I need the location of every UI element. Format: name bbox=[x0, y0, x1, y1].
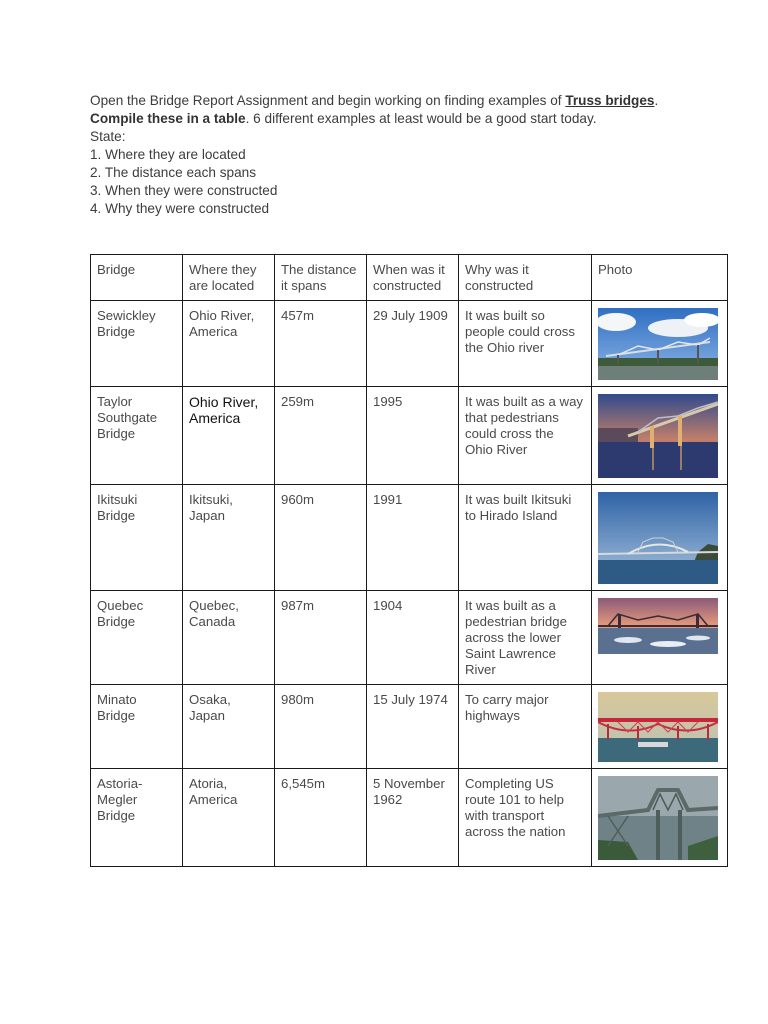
table-header-row bbox=[91, 255, 728, 301]
cell-constructed: 5 November 1962 bbox=[367, 769, 459, 867]
cell-constructed: 15 July 1974 bbox=[367, 685, 459, 769]
cell-reason: It was built Ikitsuki to Hirado Island bbox=[459, 485, 592, 591]
cell-bridge: Quebec Bridge bbox=[91, 591, 183, 685]
header-photo: Photo bbox=[592, 255, 728, 301]
cell-bridge: Minato Bridge bbox=[91, 685, 183, 769]
instruction-bold-text: Compile these in a table bbox=[90, 111, 246, 126]
cell-reason: It was built as a way that pedestrians could cross the Ohio River bbox=[459, 387, 592, 485]
header-constructed: When was it constructed bbox=[367, 255, 459, 301]
cell-distance: 259m bbox=[275, 387, 367, 485]
cell-reason: It was built as a pedestrian bridge across the lower Saint Lawrence River bbox=[459, 591, 592, 685]
quebec-bridge-photo bbox=[598, 598, 718, 654]
cell-location: Atoria, America bbox=[183, 769, 275, 867]
instruction-period: . bbox=[654, 93, 659, 108]
cell-photo bbox=[592, 301, 728, 387]
table-row bbox=[91, 485, 728, 591]
taylor-southgate-bridge-photo bbox=[598, 394, 718, 478]
instruction-text: Open the Bridge Report Assignment and begin working on finding examples of bbox=[90, 93, 566, 108]
state-label: State: bbox=[90, 129, 126, 144]
cell-photo bbox=[592, 387, 728, 485]
cell-constructed: 1995 bbox=[367, 387, 459, 485]
header-reason: Why was it constructed bbox=[459, 255, 592, 301]
header-distance: The distance it spans bbox=[275, 255, 367, 301]
cell-distance: 457m bbox=[275, 301, 367, 387]
cell-distance: 980m bbox=[275, 685, 367, 769]
header-location: Where they are located bbox=[183, 255, 275, 301]
cell-location: Ikitsuki, Japan bbox=[183, 485, 275, 591]
cell-reason: It was built so people could cross the Ohio river bbox=[459, 301, 592, 387]
cell-location: Quebec, Canada bbox=[183, 591, 275, 685]
sewickley-bridge-photo bbox=[598, 308, 718, 380]
cell-distance: 987m bbox=[275, 591, 367, 685]
cell-constructed: 1991 bbox=[367, 485, 459, 591]
cell-bridge: Taylor Southgate Bridge bbox=[91, 387, 183, 485]
requirement-item: 1. Where they are located bbox=[90, 147, 246, 162]
table-row bbox=[91, 591, 728, 685]
instruction-line-2 bbox=[90, 110, 730, 128]
header-bridge: Bridge bbox=[91, 255, 183, 301]
cell-constructed: 29 July 1909 bbox=[367, 301, 459, 387]
assignment-instructions bbox=[90, 92, 730, 218]
cell-distance: 6,545m bbox=[275, 769, 367, 867]
cell-bridge: Ikitsuki Bridge bbox=[91, 485, 183, 591]
bridge-table bbox=[90, 254, 728, 867]
truss-bridges-link[interactable]: Truss bridges bbox=[565, 93, 655, 108]
requirement-item: 4. Why they were constructed bbox=[90, 201, 270, 216]
requirement-item: 3. When they were constructed bbox=[90, 183, 278, 198]
table-row bbox=[91, 685, 728, 769]
cell-location: Osaka, Japan bbox=[183, 685, 275, 769]
cell-bridge: Sewickley Bridge bbox=[91, 301, 183, 387]
cell-location: Ohio River, America bbox=[183, 387, 275, 485]
astoria-megler-bridge-photo bbox=[598, 776, 718, 860]
ikitsuki-bridge-photo bbox=[598, 492, 718, 584]
cell-photo bbox=[592, 685, 728, 769]
cell-location: Ohio River, America bbox=[183, 301, 275, 387]
requirement-item: 2. The distance each spans bbox=[90, 165, 257, 180]
cell-photo bbox=[592, 591, 728, 685]
table-row bbox=[91, 769, 728, 867]
cell-constructed: 1904 bbox=[367, 591, 459, 685]
cell-reason: Completing US route 101 to help with transport across the nation bbox=[459, 769, 592, 867]
cell-reason: To carry major highways bbox=[459, 685, 592, 769]
table-row bbox=[91, 301, 728, 387]
minato-bridge-photo bbox=[598, 692, 718, 762]
cell-distance: 960m bbox=[275, 485, 367, 591]
cell-photo bbox=[592, 485, 728, 591]
instruction-text: . 6 different examples at least would be a good start today. bbox=[245, 111, 597, 126]
cell-photo bbox=[592, 769, 728, 867]
table-row bbox=[91, 387, 728, 485]
instruction-line-1 bbox=[90, 92, 730, 110]
cell-bridge: Astoria-Megler Bridge bbox=[91, 769, 183, 867]
